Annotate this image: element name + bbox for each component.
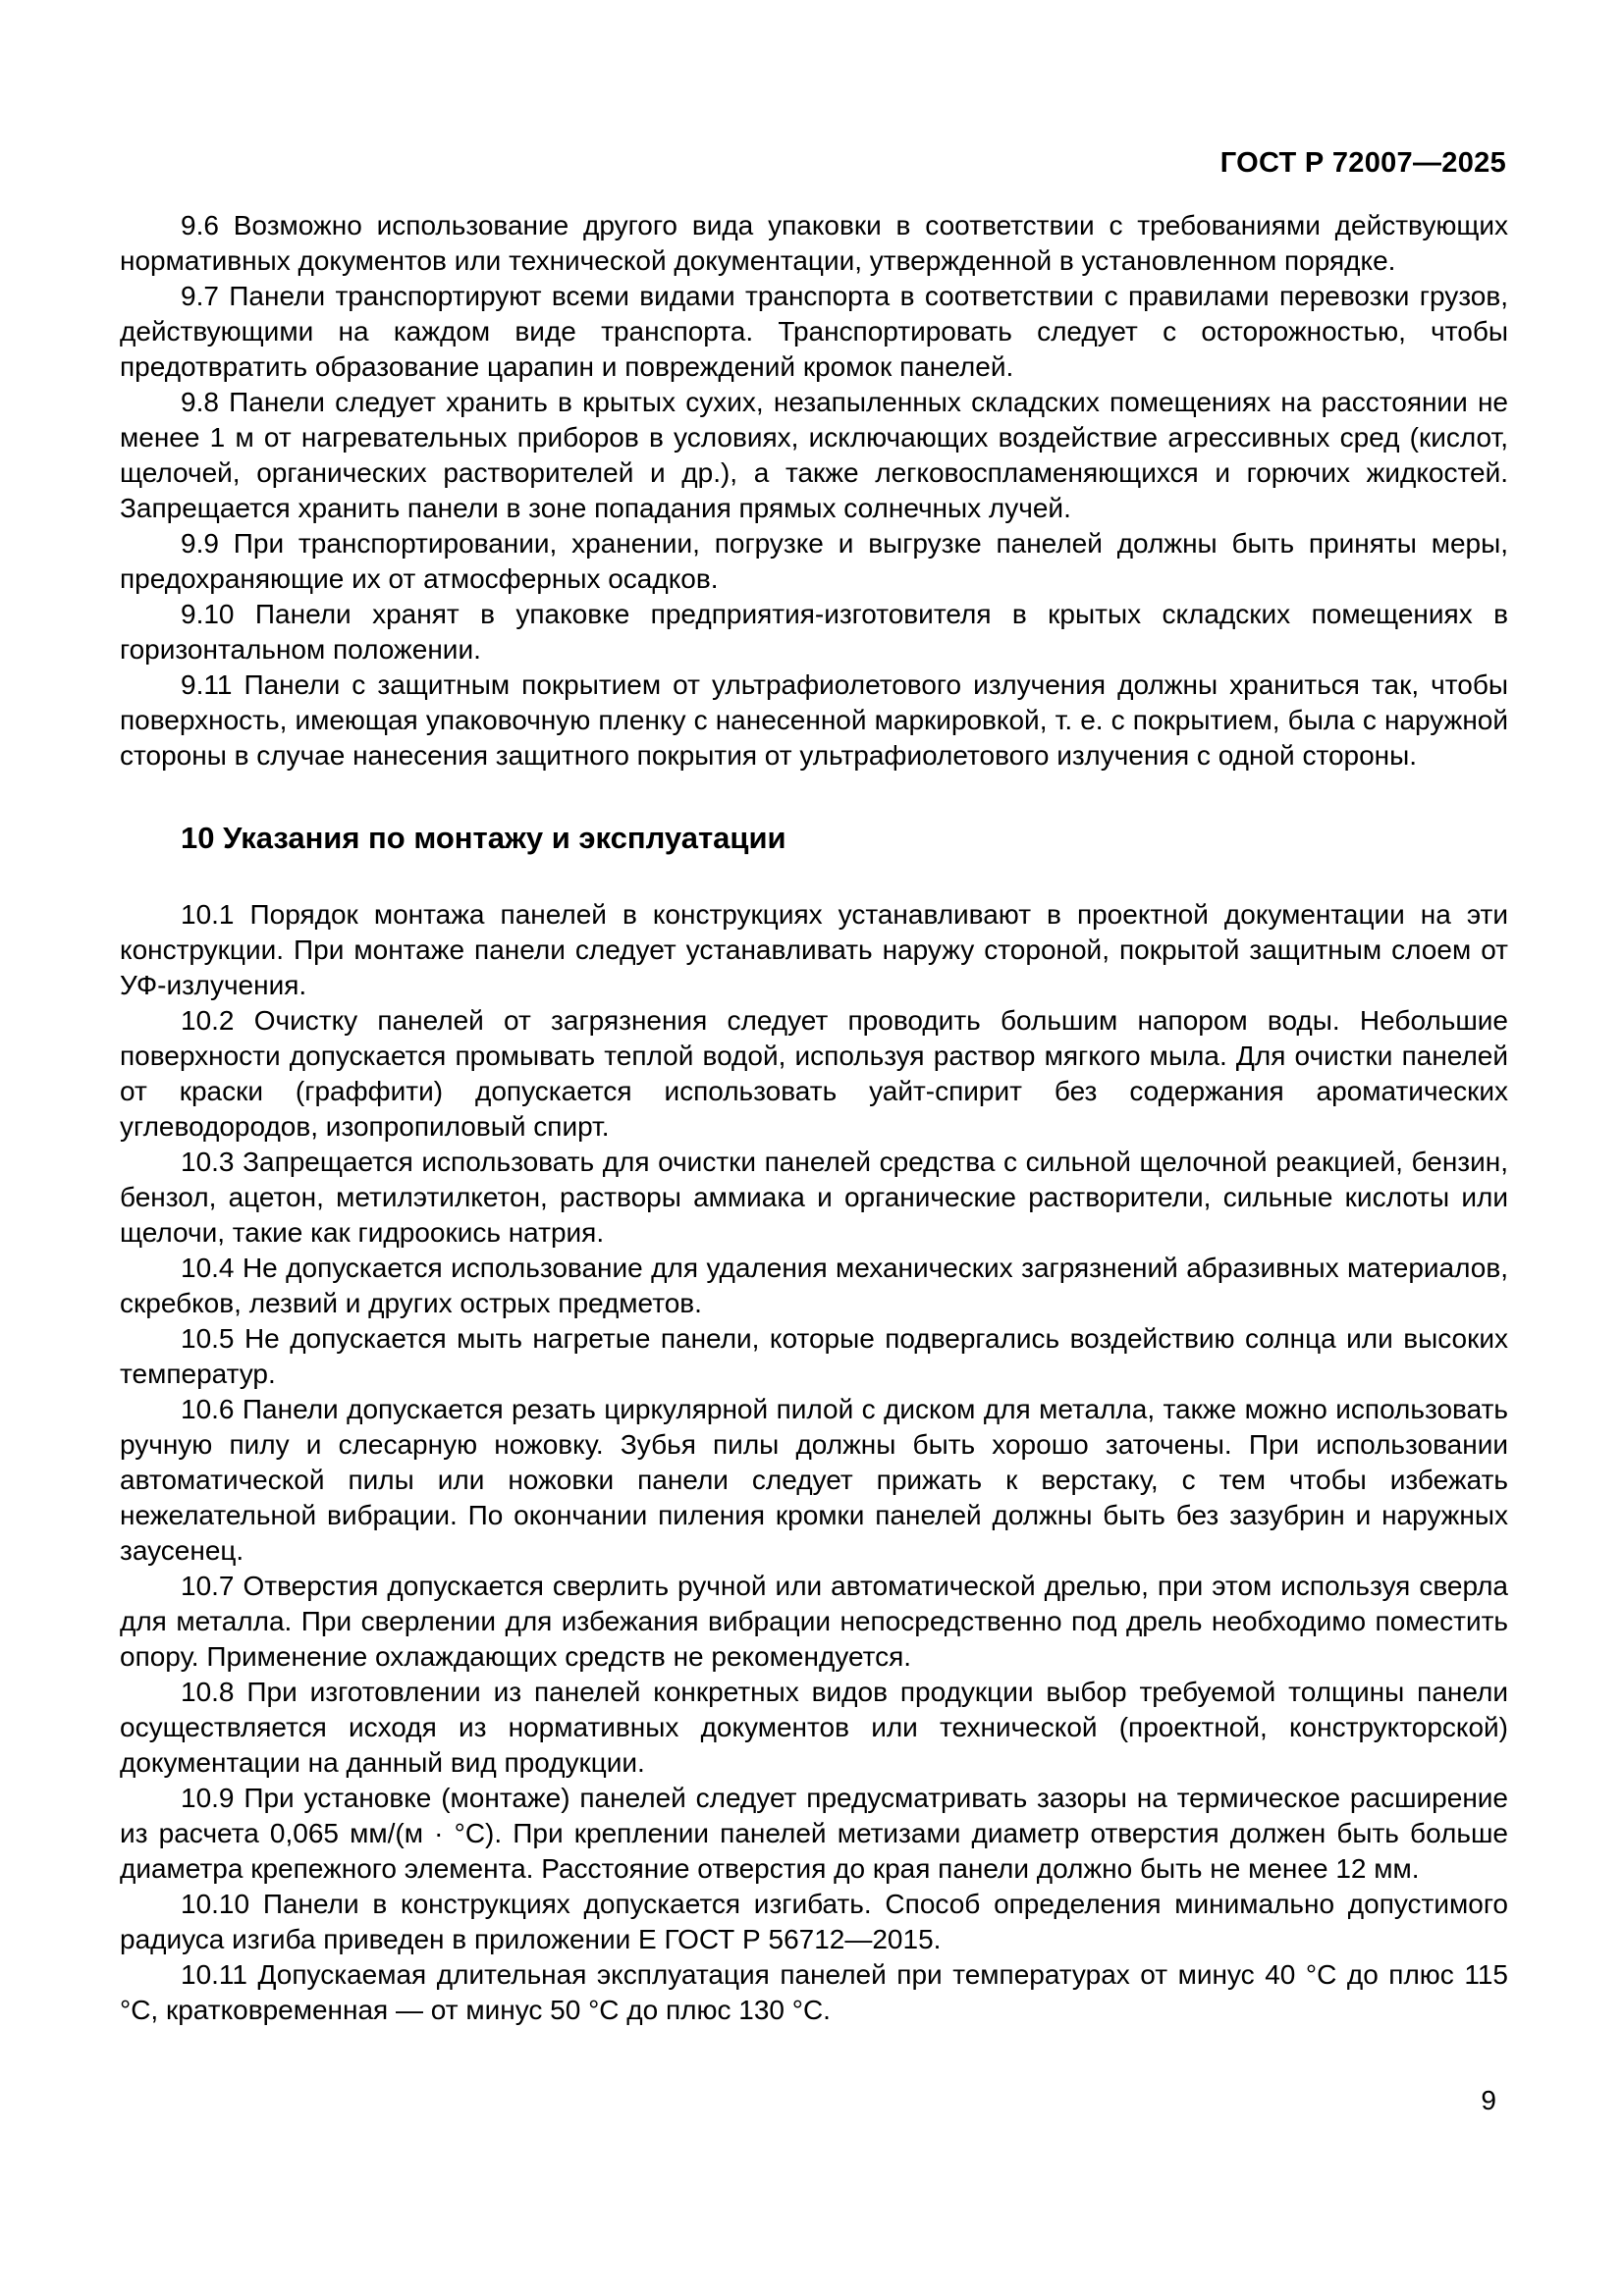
paragraph-9-8: 9.8 Панели следует хранить в крытых сухих, незапыленных складских помещениях на расстоянии не менее 1 м от нагревательных приборов в условиях, исключающих воздействие агрессивных сред (кислот, щелочей, органических растворителей и др.), а также легковоспламеняющихся и горючих жидкостей. Запрещается хранить панели в зоне попадания прямых солнечных лучей.	[120, 387, 1508, 523]
section-10-heading: 10 Указания по монтажу и эксплуатации	[181, 821, 786, 855]
paragraph-10-4: 10.4 Не допускается использование для удаления механических загрязнений абразивных материалов, скребков, лезвий и других острых предметов.	[120, 1253, 1508, 1318]
paragraph-9-11: 9.11 Панели с защитным покрытием от ультрафиолетового излучения должны храниться так, чтобы поверхность, имеющая упаковочную пленку с нанесенной маркировкой, т. е. с покрытием, была с наружной стороны в случае нанесения защитного покрытия от ультрафиолетового излучения с одной стороны.	[120, 669, 1508, 771]
paragraph-10-10: 10.10 Панели в конструкциях допускается изгибать. Способ определения минимально допустимого радиуса изгиба приведен в приложении Е ГОСТ Р 56712—2015.	[120, 1889, 1508, 1954]
paragraph-10-5: 10.5 Не допускается мыть нагретые панели, которые подвергались воздействию солнца или высоких температур.	[120, 1323, 1508, 1389]
paragraph-10-7: 10.7 Отверстия допускается сверлить ручной или автоматической дрелью, при этом используя сверла для металла. При сверлении для избежания вибрации непосредственно под дрель необходимо поместить опору. Применение охлаждающих средств не рекомендуется.	[120, 1571, 1508, 1672]
paragraph-10-9: 10.9 При установке (монтаже) панелей следует предусматривать зазоры на термическое расширение из расчета 0,065 мм/(м · °С). При креплении панелей метизами диаметр отверстия должен быть больше диаметра крепежного элемента. Расстояние отверстия до края панели должно быть не менее 12 мм.	[120, 1783, 1508, 1884]
page-number: 9	[1481, 2085, 1496, 2115]
paragraph-9-9: 9.9 При транспортировании, хранении, погрузке и выгрузке панелей должны быть приняты меры, предохраняющие их от атмосферных осадков.	[120, 528, 1508, 594]
paragraph-9-6: 9.6 Возможно использование другого вида упаковки в соответствии с требованиями действующих нормативных документов или технической документации, утвержденной в установленном порядке.	[120, 210, 1508, 276]
paragraph-10-1: 10.1 Порядок монтажа панелей в конструкциях устанавливают в проектной документации на эти конструкции. При монтаже панели следует устанавливать наружу стороной, покрытой защитным слоем от УФ-излучения.	[120, 899, 1508, 1000]
doc-number: ГОСТ Р 72007—2025	[1219, 147, 1506, 179]
paragraph-10-2: 10.2 Очистку панелей от загрязнения следует проводить большим напором воды. Небольшие поверхности допускается промывать теплой водой, используя раствор мягкого мыла. Для очистки панелей от краски (граффити) допускается использовать уайт-спирит без содержания ароматических углеводородов, изопропиловый спирт.	[120, 1005, 1508, 1142]
paragraph-9-10: 9.10 Панели хранят в упаковке предприятия-изготовителя в крытых складских помещениях в горизонтальном положении.	[120, 599, 1508, 665]
paragraph-10-11: 10.11 Допускаемая длительная эксплуатация панелей при температурах от минус 40 °С до плюс 115 °С, кратковременная — от минус 50 °С до плюс 130 °С.	[120, 1959, 1508, 2025]
document-content	[120, 208, 1508, 2028]
document-header	[120, 147, 1506, 180]
paragraph-10-6: 10.6 Панели допускается резать циркулярной пилой с диском для металла, также можно использовать ручную пилу и слесарную ножовку. Зубья пилы должны быть хорошо заточены. При использовании автоматической пилы или ножовки панели следует прижать к верстаку, с тем чтобы избежать нежелательной вибрации. По окончании пиления кромки панелей должны быть без зазубрин и наружных заусенец.	[120, 1394, 1508, 1566]
paragraph-10-3: 10.3 Запрещается использовать для очистки панелей средства с сильной щелочной реакцией, бензин, бензол, ацетон, метилэтилкетон, растворы аммиака и органические растворители, сильные кислоты или щелочи, такие как гидроокись натрия.	[120, 1147, 1508, 1248]
paragraph-9-7: 9.7 Панели транспортируют всеми видами транспорта в соответствии с правилами перевозки грузов, действующими на каждом виде транспорта. Транспортировать следует с осторожностью, чтобы предотвратить образование царапин и повреждений кромок панелей.	[120, 281, 1508, 382]
paragraph-10-8: 10.8 При изготовлении из панелей конкретных видов продукции выбор требуемой толщины панели осуществляется исходя из нормативных документов или технической (проектной, конструкторской) документации на данный вид продукции.	[120, 1677, 1508, 1778]
